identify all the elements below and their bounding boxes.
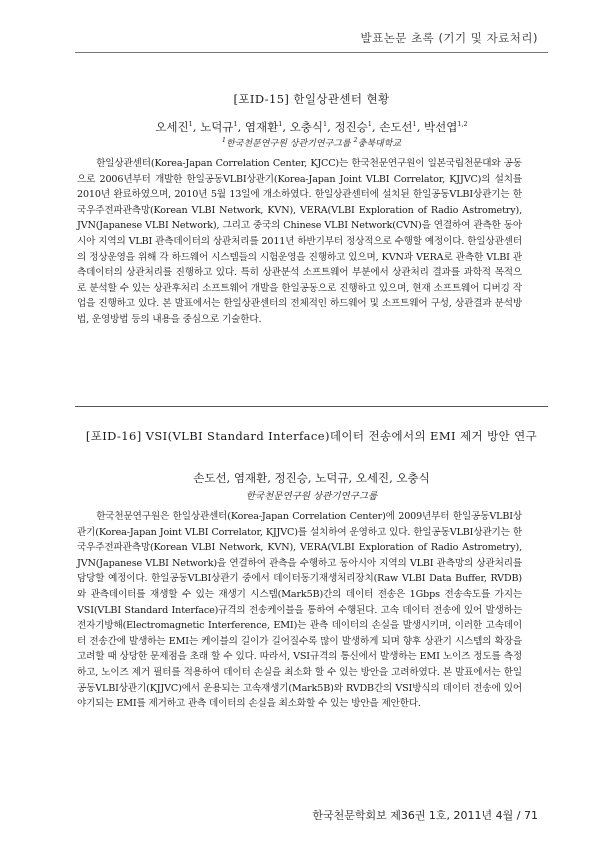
author: 염재환 xyxy=(244,120,279,134)
author: 오세진 xyxy=(155,120,189,134)
author: 손도선 xyxy=(379,120,413,134)
paper-2-affiliation: 한국천문연구원 상관기연구그룹 xyxy=(245,491,378,502)
affil-sup-2: 2 xyxy=(353,136,358,144)
paper-2-title: [포ID-16] VSI(VLBI Standard Interface)데이터 전송에서의 EMI 제거 방안 연구 xyxy=(85,429,538,443)
paper-2-abstract: 한국천문연구원은 한일상관센터(Korea-Japan Correlation Center)에 2009년부터 한일공동VLBI상관기(Korea-Japan Joint VLBI Correlator, KJJVC)를 설치하여 운영하고 있다. 한일공동VLBI상관기는 한국우주전파관측망(Korean VLBI Network, KVN), VERA(VLBI Exploration of Radio Astrometry), JVN(Japanese VLBI Network)을 연결하여 관측을 수행하고 동아시아 지역의 VLBI 관측망의 상관처리를 담당할 예정이다. 한일공동VLBI상관기 중에서 데이터동기재생처리장치(Raw VLBI Data Buffer, RVDB)와 관측데이터를 재생할 수 있는 재생기 시스템(Mark5B)간의 데이터 전송은 1Gbps 전송속도를 가지는 VSI(VLBI Standard Interface)규격의 전송케이블을 통하여 수행된다. 고속 데이터 전송에 있어 발생하는 전자기방해(Electromagnetic Interference, EMI)는 관측 데이터의 손실을 발생시키며, 이러한 고속데이터 전송간에 발생하는 EMI는 케이블의 길이가 길어질수록 많이 발생하게 되며 향후 상관기 시스템의 확장을 고려할 때 상당한 문제점을 초래 할 수 있다. 따라서, VSI규격의 통신에서 발생하는 EMI 노이즈 정도를 측정하고, 노이즈 제거 필터를 적용하여 데이터 손실을 최소화 할 수 있는 방안을 고려하였다. 본 발표에서는 한일공동VLBI상관기(KJJVC)에서 운용되는 고속재생기(Mark5B)와 RVDB간의 VSI방식의 데이터 전송에 있어 야기되는 EMI를 제거하고 관측 데이터의 손실을 최소화할 수 있는 방안을 제안한다. xyxy=(77,511,522,710)
author-sup: 1 xyxy=(367,120,372,129)
header-rule xyxy=(75,52,548,53)
author-sup: 1 xyxy=(233,120,238,129)
affil-org-2: 충북대학교 xyxy=(357,139,402,149)
page-header: 발표논문 초록 (기기 및 자료처리) xyxy=(360,31,538,45)
author-sup: 1 xyxy=(278,120,283,129)
author: 박선엽 xyxy=(424,120,458,134)
author-sup: 1,2 xyxy=(457,120,468,129)
author: 정진승 xyxy=(334,120,368,134)
author: 노덕규 xyxy=(200,120,234,134)
paper-1-authors: 오세진$^1$, 노덕규$^1$, 염재환$^1$, 오충식$^1$, 정진승$^1$, 손도선$^1$, 박선엽$^{1,2}$ xyxy=(155,120,468,134)
author: 오충식 xyxy=(289,120,323,134)
affil-org-1: 한국천문연구원 상관기연구그룹 xyxy=(226,139,351,149)
section-divider xyxy=(75,406,548,407)
affil-sup-1: 1 xyxy=(221,136,227,144)
paper-1-abstract: 한일상관센터(Korea-Japan Correlation Center, KJCC)는 한국천문연구원이 일본국립천문대와 공동으로 2006년부터 개발한 한일공동VLBI상관기(Korea-Japan Joint VLBI Correlator, KJJVC)의 설치를 2010년 완료하였으며, 2010년 5월 13일에 개소하였다. 한일상관센터에 설치된 한일공동VLBI상관기는 한국우주전파관측망(Korean VLBI Network, KVN), VERA(VLBI Exploration of Radio Astrometry), JVN(Japanese VLBI Network), 그리고 중국의 Chinese VLBI Network(CVN)을 연결하여 관측한 동아시아 지역의 VLBI 관측데이터의 상관처리를 2011년 하반기부터 정상적으로 수행할 예정이다. 한일상관센터의 정상운영을 위해 각 하드웨어 시스템들의 시험운영을 진행하고 있으며, KVN과 VERA로 관측한 VLBI 관측데이터의 상관처리를 진행하고 있다. 특히 상관분석 소프트웨어 부분에서 상관처리 결과를 과학적 목적으로 분석할 수 있는 상관후처리 소프트웨어 개발을 한일공동으로 진행하고 있으며, 현재 소프트웨어 디버깅 작업을 진행하고 있다. 본 발표에서는 한일상관센터의 전체적인 하드웨어 및 소프트웨어 구성, 상관결과 분석방법, 운영방법 등의 내용을 중심으로 기술한다. xyxy=(77,158,522,325)
author-sup: 1 xyxy=(322,120,328,129)
paper-1-affiliation xyxy=(75,136,548,149)
paper-2-authors: 손도선, 염재환, 정진승, 노덕규, 오세진, 오충식 xyxy=(193,471,430,485)
author-sup: 1 xyxy=(188,120,193,129)
paper-1-title: [포ID-15] 한일상관센터 현황 xyxy=(233,92,390,106)
page-footer: 한국천문학회보 제36권 1호, 2011년 4월 / 71 xyxy=(312,809,538,822)
author-sup: 1 xyxy=(412,120,417,129)
